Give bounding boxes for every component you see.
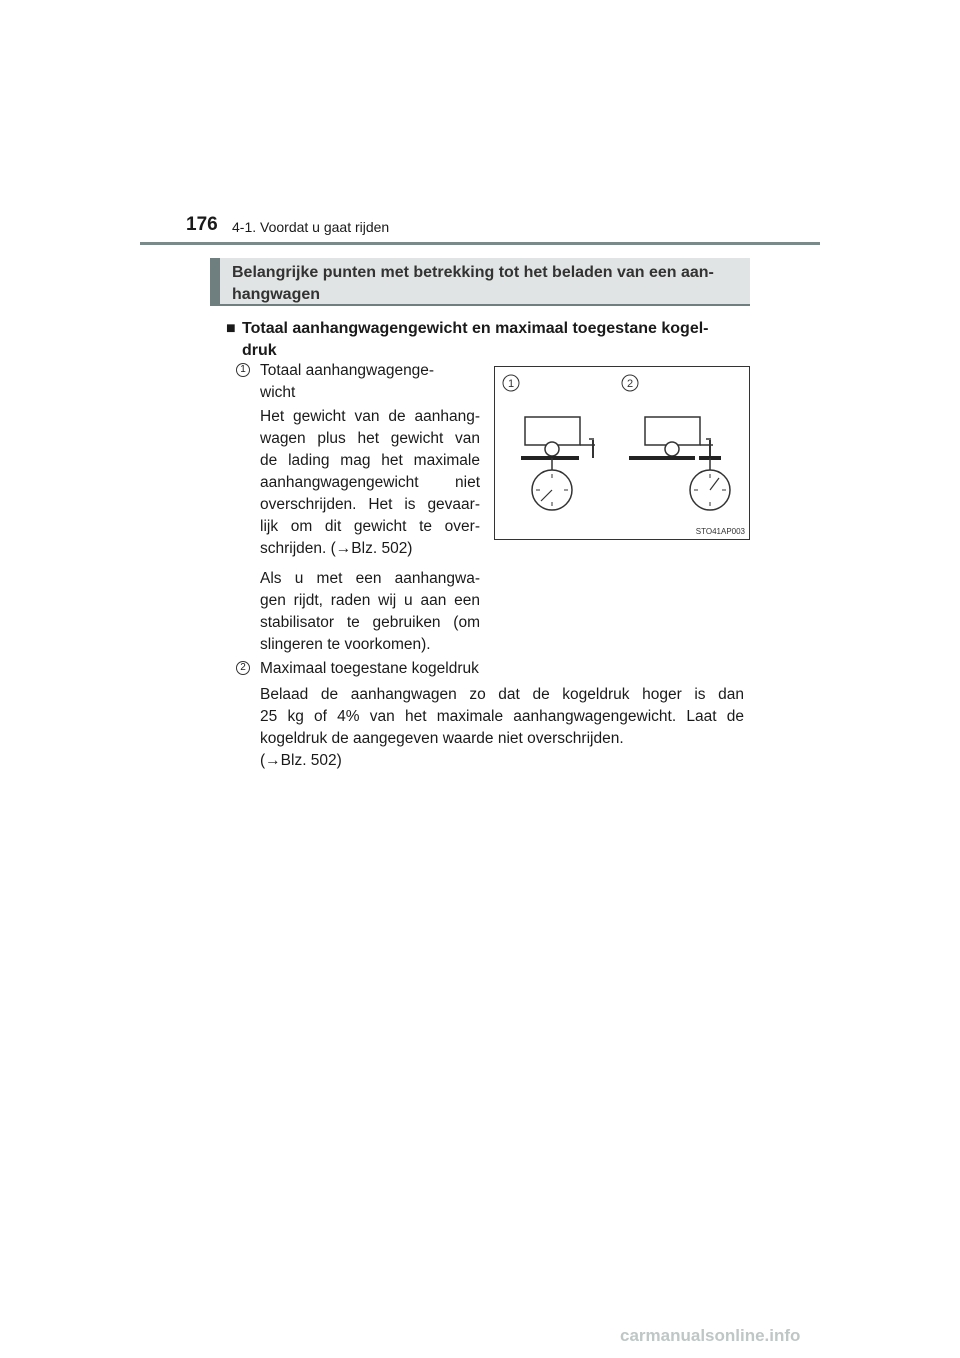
item-2-number-icon: 2 (236, 661, 250, 675)
item-2-label: Maximaal toegestane kogeldruk (260, 660, 479, 677)
text-line: Het gewicht van de aanhang- (260, 408, 480, 425)
item-1-label (260, 360, 480, 404)
total-weight-scale-icon (521, 417, 595, 510)
text-line: wagen plus het gewicht van (260, 430, 480, 447)
item-2-paragraph (260, 684, 744, 772)
chapter-title: 4-1. Voordat u gaat rijden (232, 219, 390, 235)
trailer-scale-illustration (495, 367, 749, 539)
item-1-paragraph-1 (260, 406, 480, 560)
text-line: (→Blz. 502) (260, 752, 342, 769)
text-line: 25 kg of 4% van het maximale aanhangwagengewicht. Laat de (260, 708, 744, 725)
item-1-number-icon: 1 (236, 363, 250, 377)
text-line: overschrijden. Het is gevaar- (260, 496, 480, 513)
text-line: Als u met een aanhangwa- (260, 570, 480, 587)
watermark: carmanualsonline.info (620, 1326, 801, 1345)
subsection-title-line-1: Totaal aanhangwagengewicht en maximaal toegestane kogel- (242, 320, 709, 337)
square-bullet-icon: ■ (226, 320, 236, 337)
text-line: slingeren te voorkomen). (260, 636, 431, 653)
section-title-line-2: hangwagen (232, 286, 321, 303)
text-line: kogeldruk de aangegeven waarde niet overschrijden. (260, 730, 624, 747)
tongue-weight-scale-icon (629, 417, 730, 510)
text-line: Belaad de aanhangwagen zo dat de kogeldruk hoger is dan (260, 686, 744, 703)
text-line: schrijden. (→Blz. 502) (260, 540, 413, 557)
section-title (232, 262, 742, 306)
figure-label-1: 1 (507, 378, 515, 390)
subsection-title-line-2: druk (242, 342, 277, 359)
text-line: stabilisator te gebruiken (om (260, 614, 480, 631)
item-1-label-line-1: Totaal aanhangwagenge- (260, 362, 435, 379)
section-title-line-1: Belangrijke punten met betrekking tot het beladen van een aan- (232, 264, 714, 281)
text-line: de lading mag het maximale (260, 452, 480, 469)
subsection-heading (226, 318, 746, 362)
figure-code: STO41AP003 (695, 527, 745, 536)
text-line: gen rijdt, raden wij u aan een (260, 592, 480, 609)
figure-label-2: 2 (626, 378, 634, 390)
item-1-label-line-2: wicht (260, 384, 296, 401)
trailer-weight-figure (494, 366, 750, 540)
item-1-paragraph-2 (260, 568, 480, 656)
page-number: 176 (186, 214, 218, 235)
text-line: aanhangwagengewicht niet (260, 474, 480, 491)
section-heading-box (210, 258, 750, 306)
text-line: lijk om dit gewicht te over- (260, 518, 480, 535)
header-rule (140, 242, 820, 245)
